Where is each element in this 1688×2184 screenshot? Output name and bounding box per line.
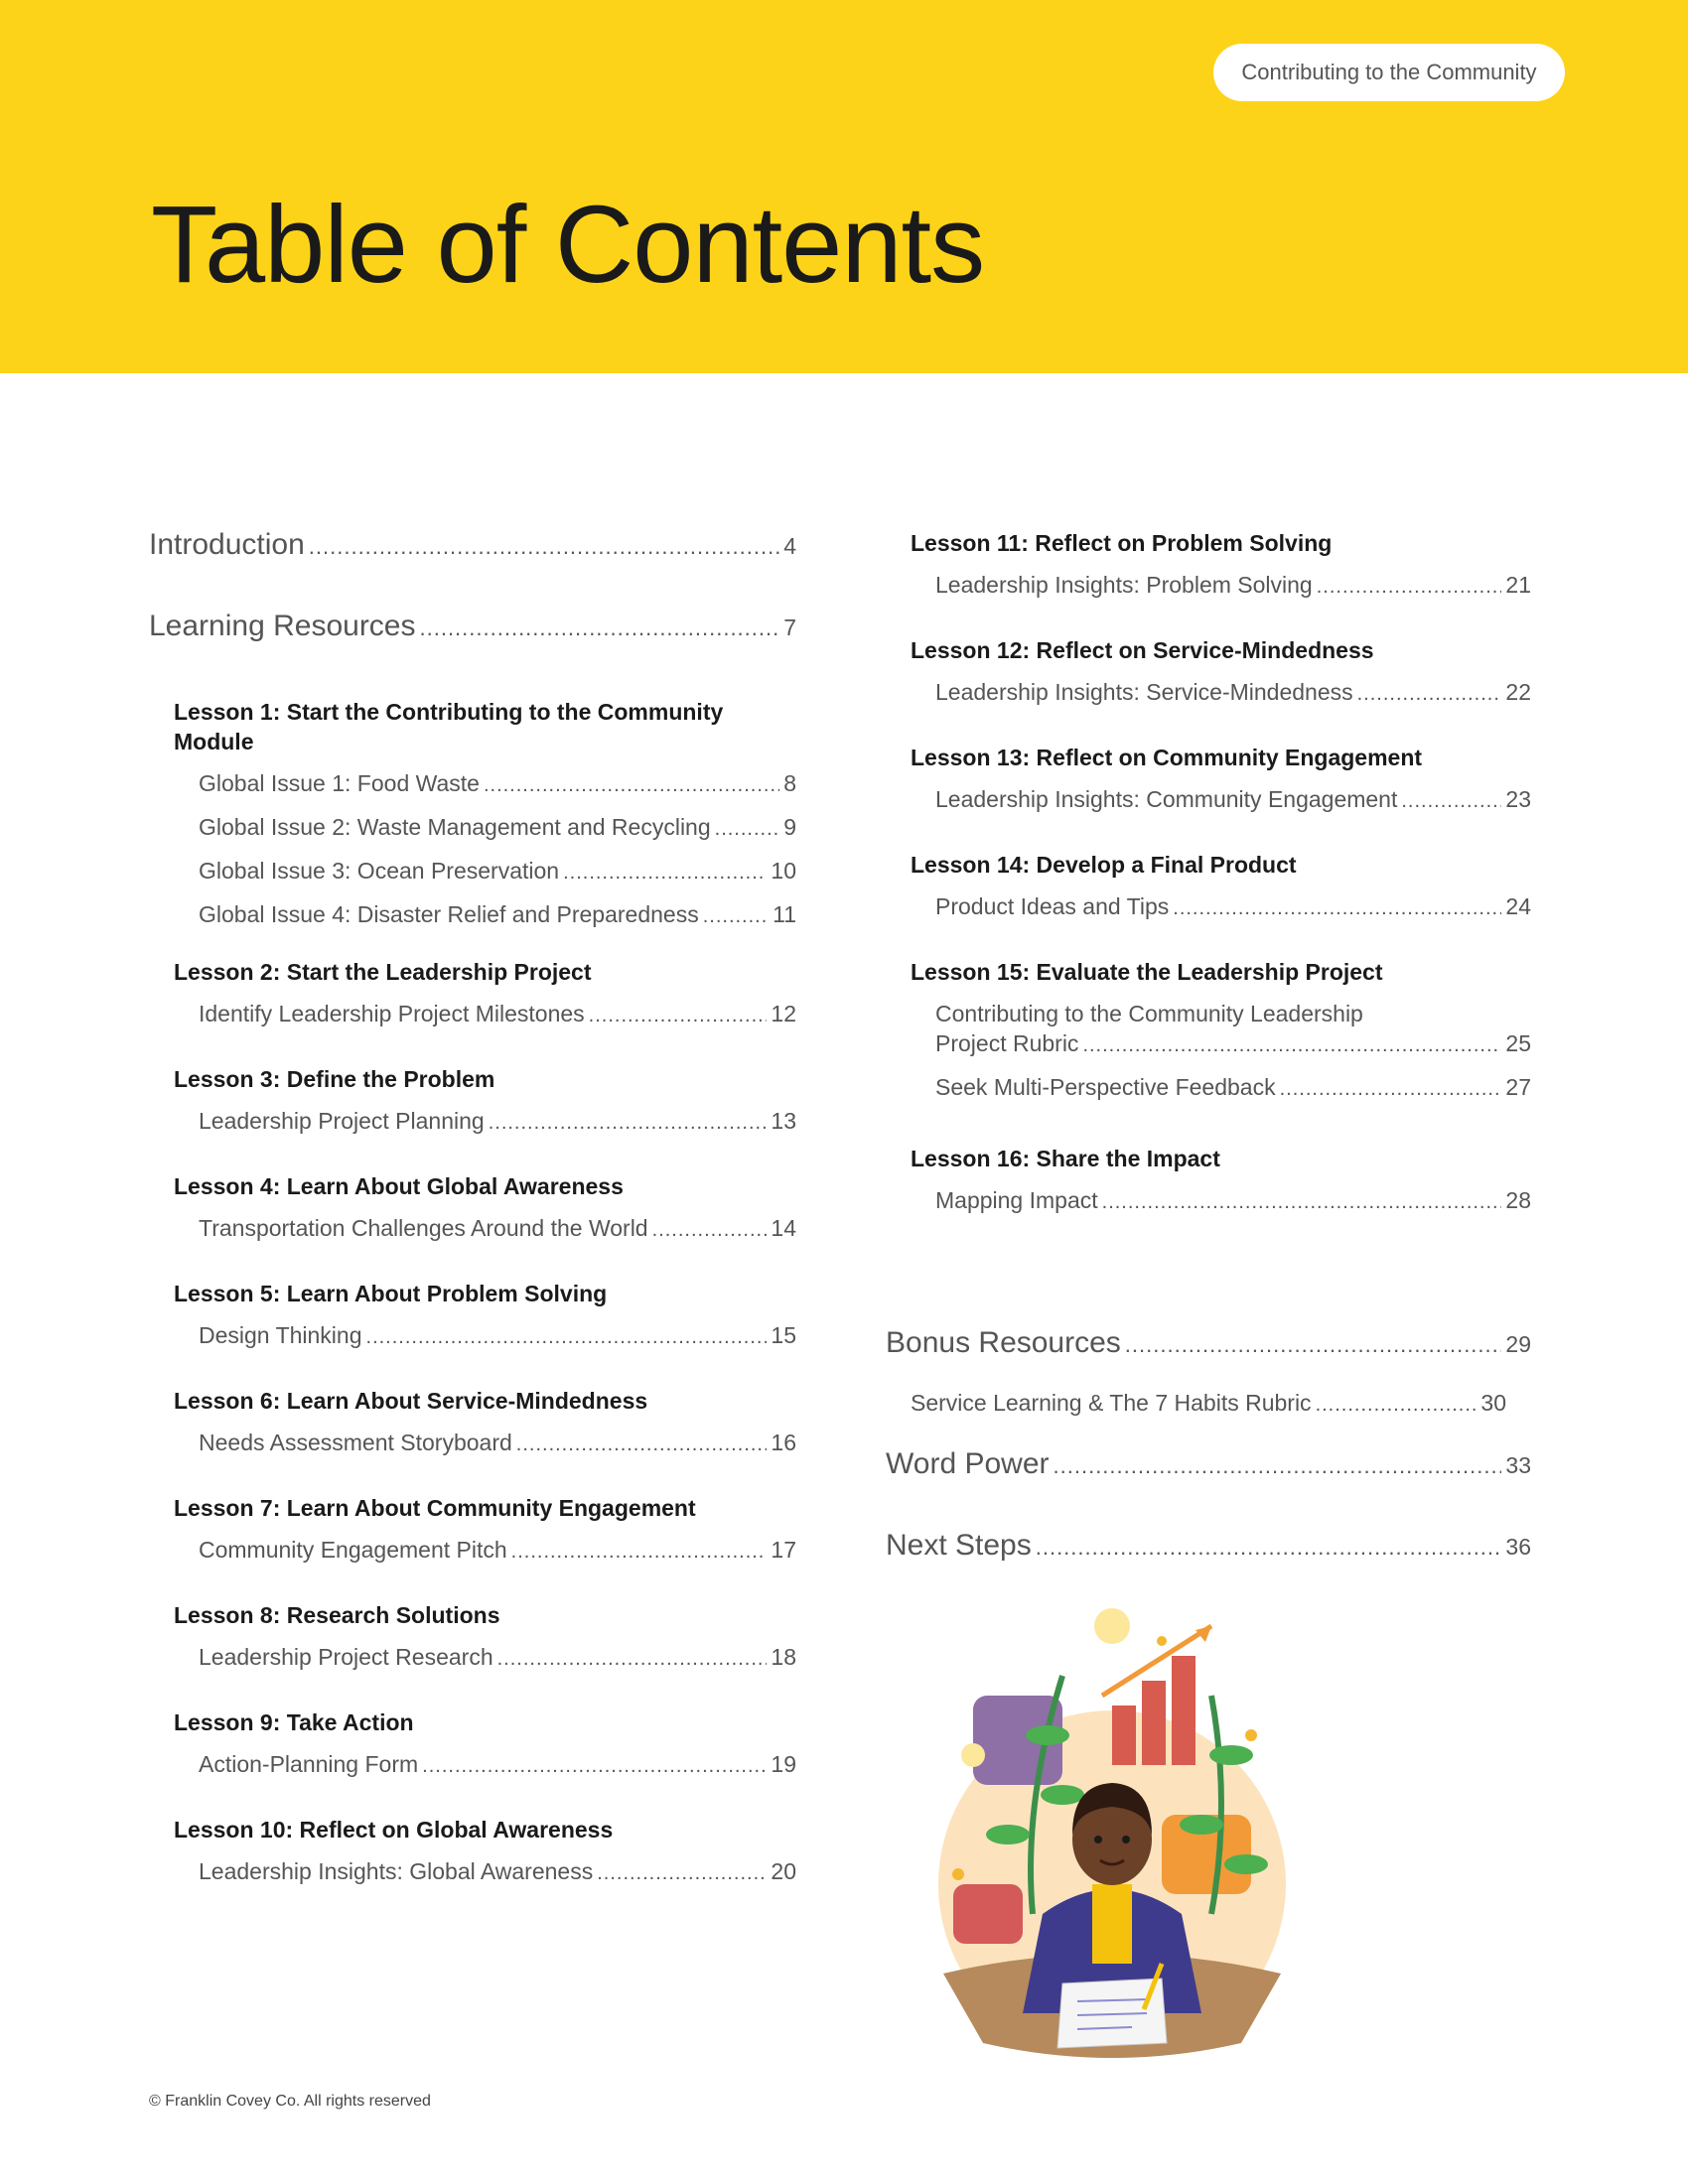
toc-page-number: 23: [1505, 786, 1531, 812]
toc-sub-entry[interactable]: [911, 784, 1531, 816]
toc-page-number: 4: [783, 533, 796, 559]
toc-sub-entry[interactable]: [174, 1320, 796, 1352]
toc-page-number: 28: [1505, 1187, 1531, 1213]
toc-sub-entry[interactable]: [911, 677, 1531, 709]
toc-sub-entry[interactable]: [174, 1856, 796, 1888]
lesson-title[interactable]: Lesson 13: Reflect on Community Engagement: [911, 745, 1423, 770]
toc-sub-entry[interactable]: [174, 999, 796, 1030]
module-label-badge: Contributing to the Community: [1213, 44, 1565, 101]
star-icon: [1157, 1636, 1167, 1646]
toc-sub-entry[interactable]: [174, 1106, 796, 1138]
lesson-title[interactable]: [174, 697, 796, 756]
toc-page-number: 30: [1480, 1390, 1506, 1416]
toc-entry-label: Global Issue 2: Waste Management and Recycling: [199, 814, 711, 840]
toc-sub-entry[interactable]: [911, 1185, 1531, 1217]
leader-dots: [516, 1430, 768, 1459]
lesson-8-group: [174, 1600, 796, 1674]
leader-dots: [703, 901, 769, 931]
toc-page-number: 12: [771, 1001, 796, 1026]
toc-entry-label: Introduction: [149, 528, 305, 561]
leader-dots: [1054, 1453, 1502, 1479]
toc-entry-label: Leadership Insights: Problem Solving: [935, 572, 1313, 598]
toc-page-number: 16: [771, 1430, 796, 1455]
lightbulb-icon: [1094, 1608, 1130, 1644]
toc-entry-label: Contributing to the Community Leadership: [935, 1001, 1363, 1026]
toc-entry-label: Global Issue 3: Ocean Preservation: [199, 858, 560, 884]
leader-dots: [1357, 679, 1502, 709]
toc-sub-entry[interactable]: [174, 856, 796, 887]
toc-page-number: 13: [771, 1108, 796, 1134]
lesson-13-group: [911, 743, 1531, 816]
leader-dots: [1102, 1187, 1502, 1217]
leader-dots: [511, 1537, 768, 1567]
toc-entry-label: Leadership Project Research: [199, 1644, 493, 1670]
leader-dots: [1317, 572, 1502, 602]
toc-entry-label: Community Engagement Pitch: [199, 1537, 507, 1563]
toc-page-number: 33: [1505, 1452, 1531, 1478]
toc-page-number: 10: [771, 858, 796, 884]
toc-page-number: 8: [783, 770, 796, 796]
student-eye: [1094, 1836, 1102, 1843]
toc-entry-label: Leadership Insights: Global Awareness: [199, 1858, 594, 1884]
lesson-title[interactable]: Lesson 11: Reflect on Problem Solving: [911, 530, 1333, 556]
leaf: [1224, 1854, 1268, 1874]
leader-dots: [420, 615, 780, 641]
leader-dots: [1280, 1074, 1502, 1104]
toc-entry-word-power[interactable]: [886, 1447, 1531, 1481]
lesson-title[interactable]: Lesson 4: Learn About Global Awareness: [174, 1173, 624, 1199]
leader-dots: [497, 1644, 768, 1674]
lesson-title[interactable]: Lesson 10: Reflect on Global Awareness: [174, 1817, 614, 1843]
star-icon: [952, 1868, 964, 1880]
toc-entry-label: Seek Multi-Perspective Feedback: [935, 1074, 1276, 1100]
leader-dots: [1125, 1332, 1502, 1358]
toc-entry-label: Leadership Insights: Service-Mindedness: [935, 679, 1353, 705]
lesson-title[interactable]: Lesson 9: Take Action: [174, 1709, 414, 1735]
lesson-title[interactable]: Lesson 5: Learn About Problem Solving: [174, 1281, 608, 1306]
toc-sub-entry[interactable]: [911, 891, 1531, 923]
toc-sub-entry[interactable]: [911, 1072, 1531, 1104]
lesson-15-group: [911, 957, 1531, 1104]
leaf: [1180, 1815, 1223, 1835]
toc-page-number: 36: [1505, 1534, 1531, 1560]
toc-entry-label: Service Learning & The 7 Habits Rubric: [911, 1390, 1312, 1416]
toc-sub-entry[interactable]: [174, 1642, 796, 1674]
toc-page-number: 11: [773, 901, 796, 927]
toc-sub-entry[interactable]: [174, 812, 796, 844]
chart-bar: [1142, 1681, 1166, 1765]
toc-entry-next-steps[interactable]: [886, 1529, 1531, 1563]
lesson-title[interactable]: Lesson 2: Start the Leadership Project: [174, 959, 592, 985]
leaf: [1026, 1725, 1069, 1745]
leader-dots: [1316, 1390, 1477, 1420]
lesson-11-group: [911, 528, 1531, 602]
toc-page-number: 25: [1505, 1030, 1531, 1056]
student-eye: [1122, 1836, 1130, 1843]
leaf: [1209, 1745, 1253, 1765]
leader-dots: [309, 534, 779, 560]
leader-dots: [652, 1215, 768, 1245]
leaf: [1041, 1785, 1084, 1805]
toc-entry-label: Design Thinking: [199, 1322, 362, 1348]
toc-sub-entry[interactable]: [174, 1749, 796, 1781]
lesson-title-line: Module: [174, 729, 254, 754]
toc-entry-label: Leadership Insights: Community Engagement: [935, 786, 1398, 812]
toc-page-number: 20: [771, 1858, 796, 1884]
lesson-title[interactable]: Lesson 16: Share the Impact: [911, 1146, 1220, 1171]
toc-page-number: 7: [783, 614, 796, 640]
toc-page-number: 19: [771, 1751, 796, 1777]
lesson-title[interactable]: Lesson 6: Learn About Service-Mindedness: [174, 1388, 648, 1414]
toc-entry-label: Transportation Challenges Around the World: [199, 1215, 648, 1241]
lesson-14-group: [911, 850, 1531, 923]
lightbulb-icon: [961, 1743, 985, 1767]
leader-dots: [1082, 1030, 1501, 1060]
lesson-10-group: [174, 1815, 796, 1888]
student-shirt: [1092, 1884, 1132, 1964]
toc-entry-label: Global Issue 1: Food Waste: [199, 770, 480, 796]
lesson-7-group: [174, 1493, 796, 1567]
leader-dots: [1036, 1535, 1502, 1561]
toc-sub-entry[interactable]: [911, 570, 1531, 602]
leader-dots: [1173, 893, 1501, 923]
page-title: Table of Contents: [151, 184, 985, 306]
lesson-2-group: [174, 957, 796, 1030]
lesson-6-group: [174, 1386, 796, 1459]
toc-page-number: 15: [771, 1322, 796, 1348]
lesson-12-group: [911, 635, 1531, 709]
lesson-1-group: [174, 697, 796, 931]
leader-dots: [563, 858, 767, 887]
lesson-title[interactable]: Lesson 15: Evaluate the Leadership Project: [911, 959, 1383, 985]
toc-sub-entry[interactable]: [911, 1388, 1506, 1420]
lesson-9-group: [174, 1707, 796, 1781]
toc-entry-label: Needs Assessment Storyboard: [199, 1430, 512, 1455]
lesson-title[interactable]: Lesson 7: Learn About Community Engagement: [174, 1495, 696, 1521]
toc-entry-bonus-resources[interactable]: [886, 1326, 1531, 1360]
toc-entry-label: Global Issue 4: Disaster Relief and Preparedness: [199, 901, 699, 927]
lesson-title[interactable]: Lesson 8: Research Solutions: [174, 1602, 500, 1628]
leader-dots: [489, 1108, 768, 1138]
leader-dots: [1401, 786, 1501, 816]
puzzle-piece-red: [953, 1884, 1023, 1944]
toc-sub-entry[interactable]: [174, 1428, 796, 1459]
toc-entry-label: Bonus Resources: [886, 1326, 1121, 1359]
toc-entry-learning-resources[interactable]: [149, 610, 796, 643]
leader-dots: [366, 1322, 768, 1352]
toc-entry-label: Next Steps: [886, 1529, 1032, 1562]
student-writing-illustration: [914, 1586, 1311, 2063]
toc-entry-label: Word Power: [886, 1447, 1050, 1480]
copyright-footer: © Franklin Covey Co. All rights reserved: [149, 2093, 431, 2110]
lesson-4-group: [174, 1171, 796, 1245]
toc-entry-label: Learning Resources: [149, 610, 416, 642]
toc-page-number: 17: [771, 1537, 796, 1563]
leader-dots: [715, 814, 780, 844]
toc-entry-label: Product Ideas and Tips: [935, 893, 1170, 919]
lesson-16-group: [911, 1144, 1531, 1217]
star-icon: [1245, 1729, 1257, 1741]
chart-bar: [1172, 1656, 1196, 1765]
toc-page-number: 29: [1505, 1331, 1531, 1357]
toc-page-number: 14: [771, 1215, 796, 1241]
toc-page-number: 24: [1505, 893, 1531, 919]
toc-sub-entry[interactable]: [174, 1213, 796, 1245]
leaf: [986, 1825, 1030, 1844]
leader-dots: [422, 1751, 767, 1781]
lesson-title[interactable]: Lesson 3: Define the Problem: [174, 1066, 495, 1092]
leader-dots: [484, 770, 779, 800]
toc-entry-label: Action-Planning Form: [199, 1751, 419, 1777]
toc-sub-entry[interactable]: [174, 1535, 796, 1567]
lesson-5-group: [174, 1279, 796, 1352]
leader-dots: [597, 1858, 767, 1888]
toc-page-number: 21: [1505, 572, 1531, 598]
toc-entry-label: Leadership Project Planning: [199, 1108, 485, 1134]
toc-entry-introduction[interactable]: [149, 528, 796, 562]
toc-page-number: 22: [1505, 679, 1531, 705]
toc-sub-entry[interactable]: [174, 899, 796, 931]
lesson-3-group: [174, 1064, 796, 1138]
lesson-title-line: Lesson 1: Start the Contributing to the Community: [174, 699, 724, 725]
lesson-title[interactable]: Lesson 14: Develop a Final Product: [911, 852, 1297, 878]
lesson-title[interactable]: Lesson 12: Reflect on Service-Mindedness: [911, 637, 1374, 663]
leader-dots: [589, 1001, 768, 1030]
chart-bar: [1112, 1706, 1136, 1765]
toc-entry-label: Project Rubric: [935, 1030, 1079, 1056]
toc-page-number: 27: [1505, 1074, 1531, 1100]
toc-sub-entry[interactable]: [174, 768, 796, 800]
toc-entry-label: Mapping Impact: [935, 1187, 1098, 1213]
toc-page-number: 9: [783, 814, 796, 840]
toc-sub-entry[interactable]: [911, 999, 1531, 1060]
toc-entry-label: Identify Leadership Project Milestones: [199, 1001, 585, 1026]
toc-page-number: 18: [771, 1644, 796, 1670]
